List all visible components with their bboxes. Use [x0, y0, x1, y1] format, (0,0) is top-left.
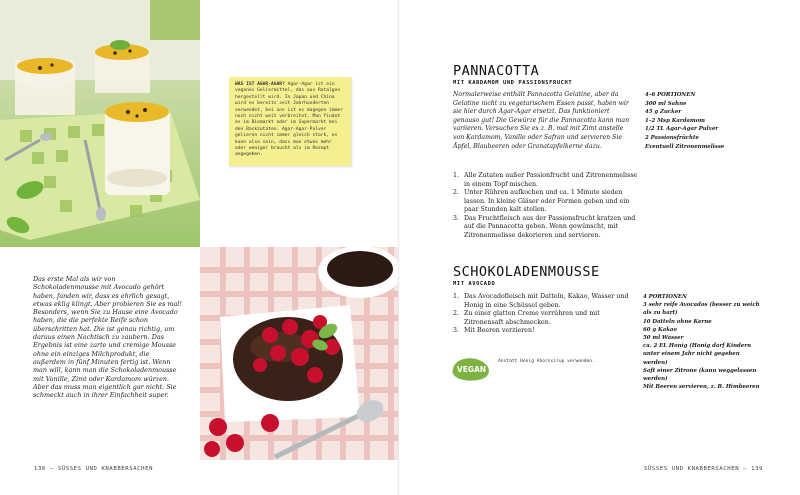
footer-left: 138 – SÜSSES UND KNABBERSACHEN	[34, 466, 154, 472]
vegan-note: Anstatt Honig Ahornsirup verwenden.	[498, 359, 595, 364]
ingredient: Saft einer Zitrone (kann weggelassen werden)	[643, 367, 757, 383]
step-item: 1. Alle Zutaten außer Passionfrucht und Zitronenmelisse in einem Topf mischen.	[453, 172, 638, 188]
ingredient: 1–2 Msp Kardamom	[645, 117, 706, 124]
left-body-text: Das erste Mal als wir von Schokoladenmousse mit Avocado gehört haben, fanden wir, dass es ehrlich gesagt, etwas eklig klingt. Aber probieren Sie es mal! Besonders, wenn Sie zu Hause eine Avocado haben, die die perfekte Reife schon überschritten hat. Die ist genau richtig, um daraus einen Nachtisch zu zaubern. Das Ergebnis ist eine zarte und cremige Mousse ohne ein einziges Milchprodukt, die außerdem in fünf Minuten fertig ist. Wenn man will, kann man die Schokoladenmousse mit Vanille, Zimt oder Kardamom würzen. Aber das muss man eigentlich gar nicht. Sie schmeckt auch in ihrer Einfachheit super.	[33, 275, 182, 400]
pannacotta-photo	[0, 0, 200, 247]
ingredient: 4 PORTIONEN	[643, 294, 687, 300]
note-body: Agar-Agar ist ein veganes Geliermittel, das aus Rotalgen hergestellt wird. In Japan und China wird es bereits seit Jahrhunderten verwendet, bei uns ist es dagegen immer noch nicht weit verbreitet. Man findet es im Biomarkt oder im Supermarkt bei den Backzutaten. Agar-Agar-Pulver gelieren nicht immer gleich stark, es kann also sein, dass man etwas mehr oder weniger braucht als im Rezept angegeben.	[235, 82, 343, 158]
step-item: 3. Das Fruchtfleisch aus der Passionsfrucht kratzen und auf die Pannacotta geben. Wenn gewünscht, mit Zitronenmelisse dekorieren und servieren.	[453, 214, 636, 239]
recipe1-ingredients	[645, 91, 765, 151]
recipe1-title: PANNACOTTA	[453, 63, 540, 79]
ingredient: 10 Datteln ohne Kerne	[643, 318, 712, 325]
ingredient: ca. 2 EL Honig (Honig darf Kindern unter einem Jahr nicht gegeben werden)	[643, 343, 751, 366]
recipe2-ingredients	[643, 293, 761, 391]
ingredient: Eventuell Zitronenmelisse	[645, 143, 725, 150]
recipe1-intro: Normalerweise enthält Pannacotta Gelatine, aber da Gelatine nicht zu vegetarischem Essen passt, haben wir sie hier durch Agar-Agar ersetzt. Das funktioniert genauso gut! Die Gewürze für die Pannacotta kann man variieren. Versuchen Sie es z. B. mal mit Zimt anstelle von Kardamom, Vanille oder Safran und servieren Sie Äpfel, Blaubeeren oder Granatapfelkerne dazu.	[453, 91, 630, 150]
chocolate-mousse-photo	[200, 247, 400, 460]
ingredient: Mit Beeren servieren, z. B. Himbeeren	[643, 384, 760, 391]
vegan-badge-icon	[451, 357, 492, 381]
footer-right: SÜSSES UND KNABBERSACHEN – 139	[643, 466, 763, 472]
ingredient: 50 ml Wasser	[643, 335, 684, 342]
note-heading: WAS IST AGAR-AGAR?	[235, 82, 285, 87]
recipe1-steps	[453, 172, 641, 240]
ingredient: 45 g Zucker	[645, 109, 682, 116]
ingredient: 1/2 TL Agar-Agar Pulver	[645, 126, 719, 133]
ingredient: 300 ml Sahne	[645, 100, 687, 107]
ingredient: 4–6 PORTIONEN	[645, 92, 696, 98]
recipe2-title: SCHOKOLADENMOUSSE	[453, 264, 600, 280]
step-item: 1. Das Avocadofleisch mit Datteln, Kakao, Wasser und Honig in eine Schüssel geben.	[453, 293, 629, 309]
ingredient: 2 Passionsfrüchte	[645, 134, 699, 141]
vegan-badge-label: VEGAN	[456, 365, 487, 374]
step-item: 2. Unter Rühren aufkochen und ca. 1 Minute sieden lassen. In kleine Gläser oder Formen geben und ein paar Stunden kalt stellen.	[453, 189, 630, 213]
step-item: 2. Zu einer glatten Creme verrühren und mit Zitronensaft abschmecken.	[453, 310, 600, 326]
agar-agar-note	[229, 77, 351, 166]
ingredient: 60 g Kakao	[643, 326, 678, 333]
ingredient: 3 sehr reife Avocados (besser zu weich als zu hart)	[643, 302, 760, 317]
step-item: 3. Mit Beeren verzieren!	[453, 327, 535, 334]
recipe2-subtitle: MIT AVOCADO	[453, 281, 496, 287]
right-page	[400, 0, 800, 495]
recipe2-steps	[453, 293, 641, 336]
recipe1-subtitle: MIT KARDAMOM UND PASSIONSFRUCHT	[453, 80, 573, 86]
